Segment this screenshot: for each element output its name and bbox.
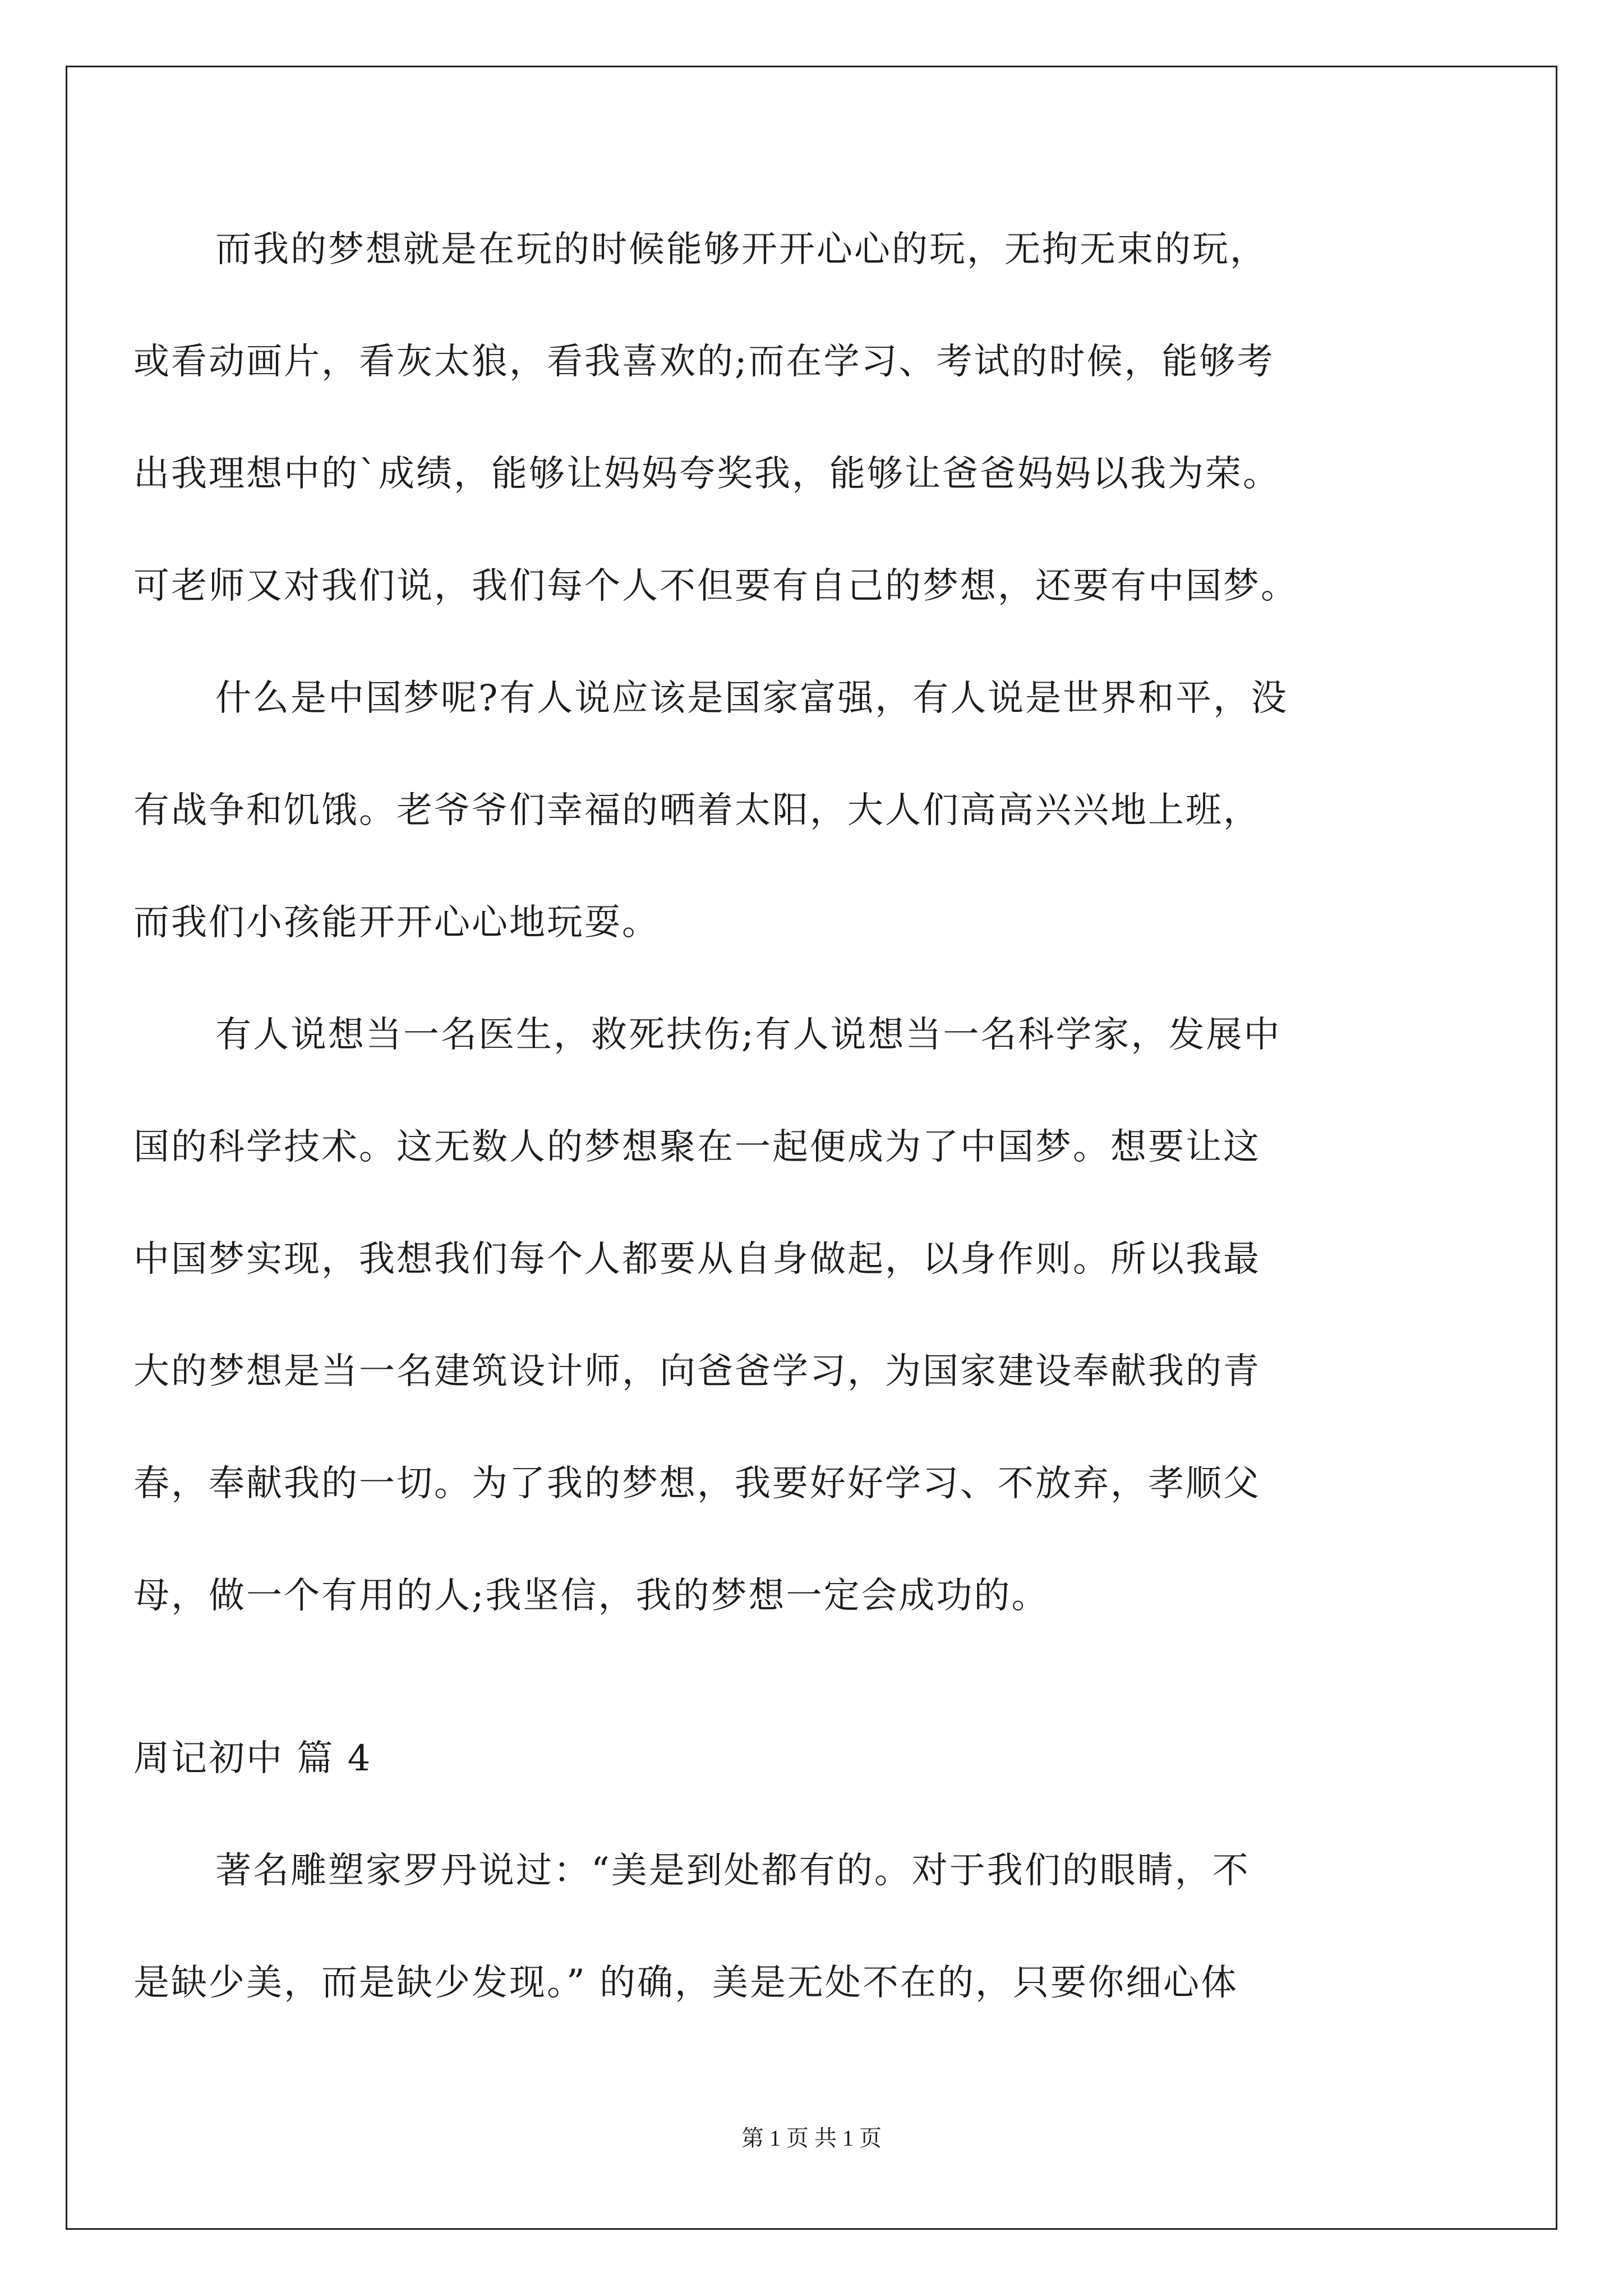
p3-line-4: 大的梦想是当一名建筑设计师，向爸爸学习，为国家建设奉献我的青: [133, 1351, 1261, 1392]
p1-line-4: 可老师又对我们说，我们每个人不但要有自己的梦想，还要有中国梦。: [133, 565, 1298, 607]
p3-line-6: 母，做一个有用的人;我坚信，我的梦想一定会成功的。: [133, 1575, 1049, 1617]
p1-line-2: 或看动画片，看灰太狼，看我喜欢的;而在学习、考试的时候，能够考: [133, 341, 1275, 383]
p3-line-5: 春，奉献我的一切。为了我的梦想，我要好好学习、不放弃，孝顺父: [133, 1463, 1261, 1504]
page-footer: 第 1 页 共 1 页: [741, 2125, 882, 2151]
p1-line-1: 而我的梦想就是在玩的时候能够开开心心的玩，无拘无束的玩，: [215, 229, 1267, 270]
p2-line-2: 有战争和饥饿。老爷爷们幸福的晒着太阳，大人们高高兴兴地上班，: [133, 790, 1261, 831]
section-heading: 周记初中 篇 4: [133, 1738, 372, 1779]
p4-line-1: 著名雕塑家罗丹说过：“美是到处都有的。对于我们的眼睛，不: [215, 1850, 1250, 1892]
p3-line-1: 有人说想当一名医生，救死扶伤;有人说想当一名科学家，发展中: [215, 1014, 1281, 1056]
p3-line-3: 中国梦实现，我想我们每个人都要从自身做起，以身作则。所以我最: [133, 1239, 1261, 1280]
p2-line-1: 什么是中国梦呢?有人说应该是国家富强，有人说是世界和平，没: [215, 678, 1289, 719]
p2-line-3: 而我们小孩能开开心心地玩耍。: [133, 902, 660, 944]
p3-line-2: 国的科学技术。这无数人的梦想聚在一起便成为了中国梦。想要让这: [133, 1126, 1261, 1168]
p1-line-3: 出我理想中的`成绩，能够让妈妈夸奖我，能够让爸爸妈妈以我为荣。: [133, 453, 1280, 495]
p4-line-2: 是缺少美，而是缺少发现。” 的确，美是无处不在的，只要你细心体: [133, 1962, 1239, 2004]
